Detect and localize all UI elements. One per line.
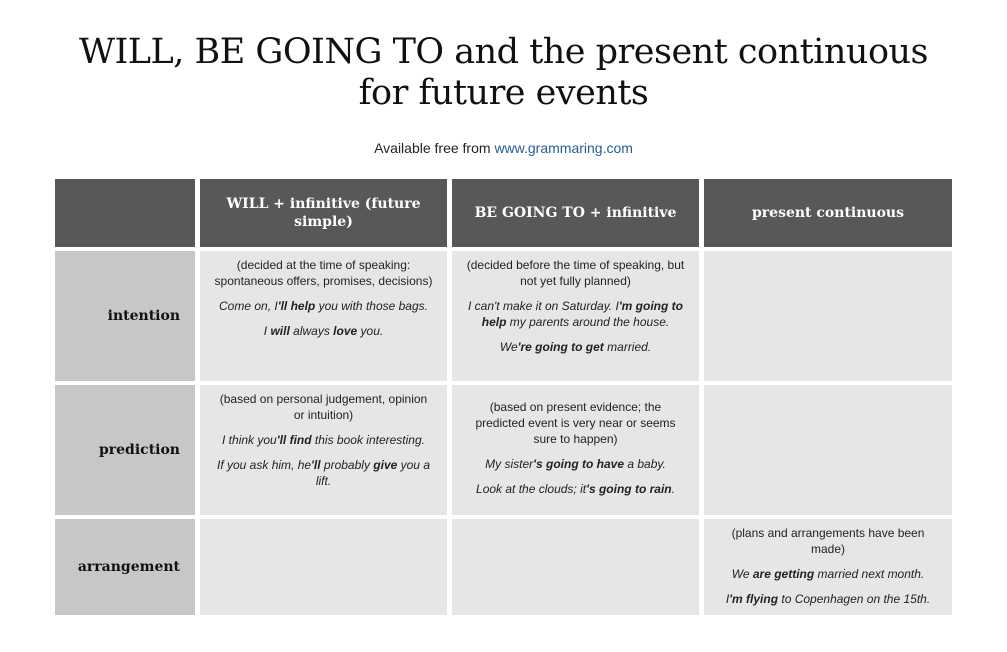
example-sentence: I will always love you. xyxy=(263,324,384,338)
cell-description: (decided at the time of speaking: spontaneous offers, promises, decisions) xyxy=(214,258,433,288)
source-line xyxy=(0,140,1007,156)
header-will: WILL + infinitive (future simple) xyxy=(200,179,447,247)
cell-description: (based on personal judgement, opinion or intuition) xyxy=(219,392,428,422)
grammar-table xyxy=(55,179,952,615)
cell-description: (decided before the time of speaking, but not yet fully planned) xyxy=(466,258,685,288)
example-sentence: We're going to get married. xyxy=(499,340,652,354)
source-prefix: Available free from xyxy=(374,140,491,156)
example-sentence: Look at the clouds; it's going to rain. xyxy=(476,482,675,496)
row-label-prediction: prediction xyxy=(55,385,195,515)
row-label-intention: intention xyxy=(55,251,195,381)
cell-intention-present-continuous xyxy=(704,251,952,381)
example-sentence: I think you'll find this book interesting. xyxy=(222,433,425,447)
page-title-line1: WILL, BE GOING TO and the present continuous xyxy=(78,32,929,72)
example-sentence: If you ask him, he'll probably give you a lift. xyxy=(217,458,430,488)
example-sentence: My sister's going to have a baby. xyxy=(485,457,666,471)
example-sentence: I'm flying to Copenhagen on the 15th. xyxy=(725,592,931,606)
cell-arrangement-present-continuous xyxy=(704,519,952,615)
cell-description: (based on present evidence; the predicted event is very near or seems sure to happen) xyxy=(475,400,676,446)
example-sentence: I can't make it on Saturday. I'm going to help my parents around the house. xyxy=(468,299,683,329)
cell-prediction-will xyxy=(200,385,447,515)
cell-intention-will xyxy=(200,251,447,381)
source-link[interactable]: www.grammaring.com xyxy=(494,140,633,156)
cell-arrangement-going-to xyxy=(452,519,699,615)
page-title-line2: for future events xyxy=(358,73,649,113)
page-title xyxy=(0,32,1007,114)
header-present-continuous: present continuous xyxy=(704,179,952,247)
cell-intention-going-to xyxy=(452,251,699,381)
example-sentence: We are getting married next month. xyxy=(731,567,925,581)
cell-description: (plans and arrangements have been made) xyxy=(731,526,925,556)
cell-prediction-going-to xyxy=(452,385,699,515)
header-going-to: BE GOING TO + infinitive xyxy=(452,179,699,247)
cell-prediction-present-continuous xyxy=(704,385,952,515)
example-sentence: Come on, I'll help you with those bags. xyxy=(219,299,428,313)
cell-arrangement-will xyxy=(200,519,447,615)
row-label-arrangement: arrangement xyxy=(55,519,195,615)
header-corner xyxy=(55,179,195,247)
